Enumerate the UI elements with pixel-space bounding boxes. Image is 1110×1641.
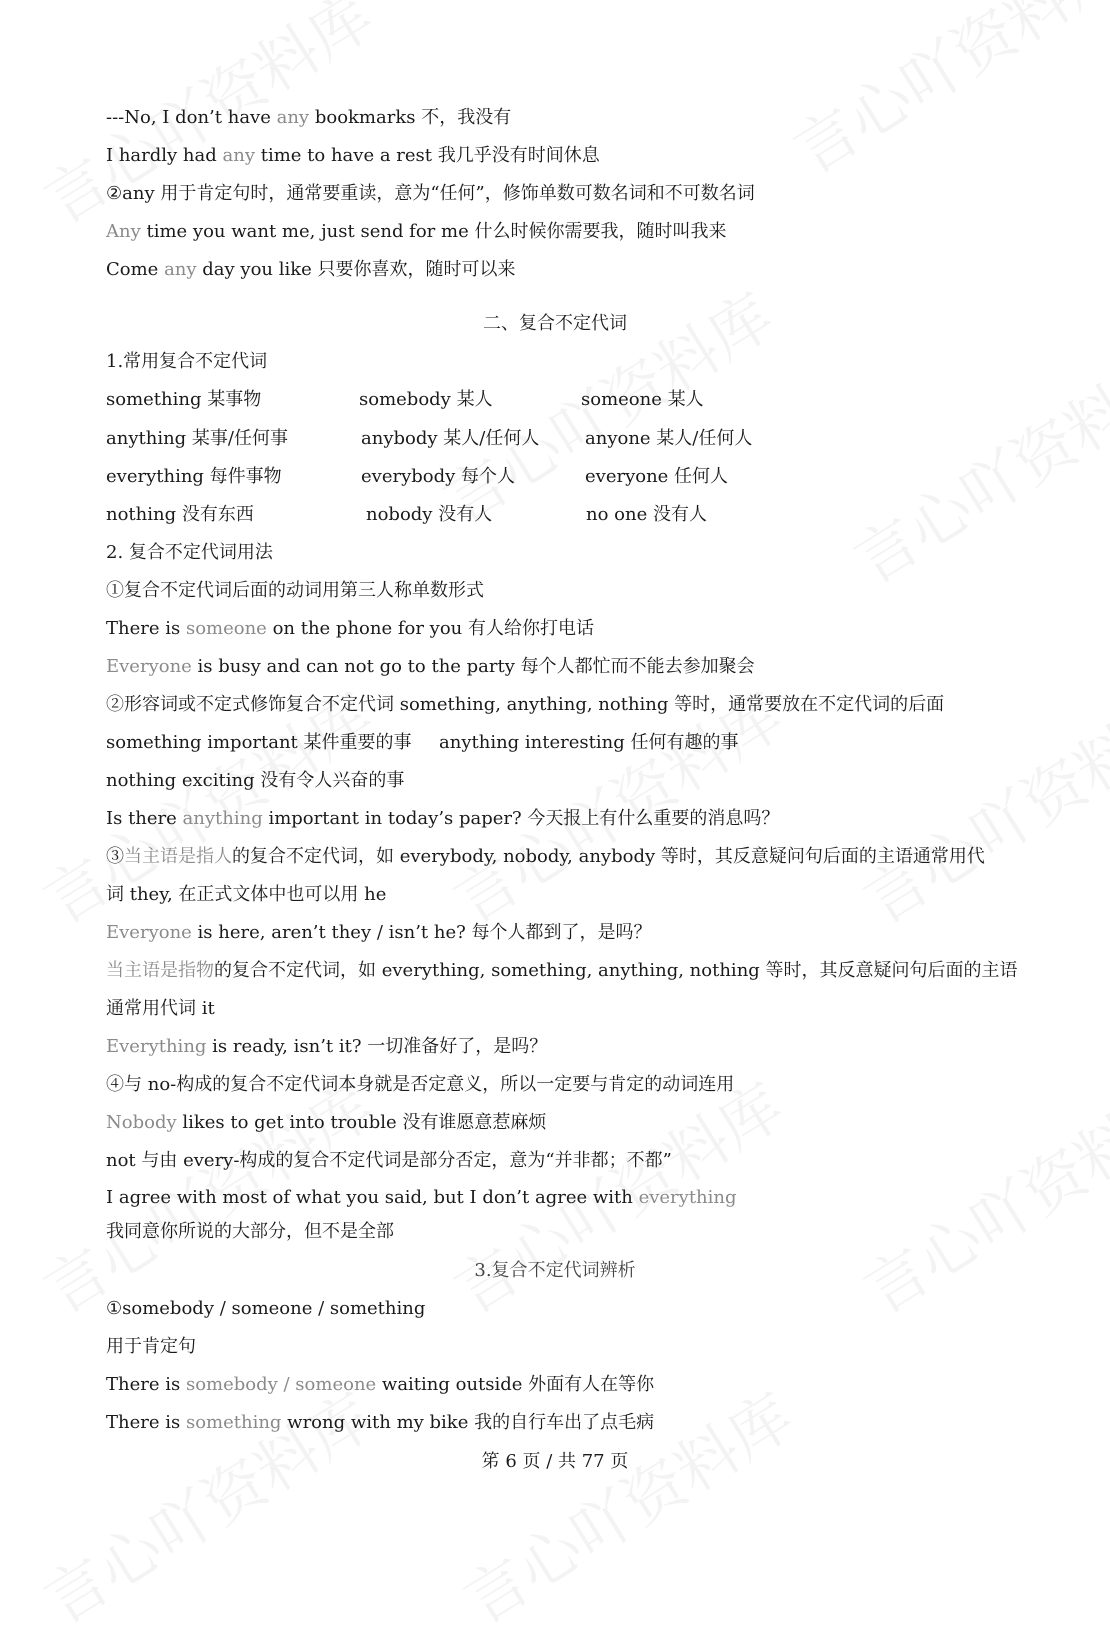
- watermark-text: [845, 1058, 1110, 1331]
- rule-text: not 与由 every-构成的复合不定代词是部分否定，意为“并非都；不都”: [106, 1150, 672, 1171]
- example-phrase: nothing exciting 没有令人兴奋的事: [106, 770, 405, 791]
- table-cell: everybody 每个人: [361, 466, 516, 487]
- table-cell: anything 某事/任何事: [106, 428, 288, 449]
- page-number: 笫 6 页 / 共 77 页: [481, 1451, 629, 1472]
- example-sentence: ---No, I don’t have any bookmarks 不，我没有: [106, 107, 512, 128]
- example-sentence: Nobody likes to get into trouble 没有谁愿意惹麻烦: [106, 1112, 547, 1133]
- watermark-text: [445, 1368, 808, 1641]
- usage-note: 用于肯定句: [106, 1336, 196, 1357]
- example-phrase: something important 某件重要的事: [106, 732, 412, 753]
- table-cell: everyone 任何人: [585, 466, 729, 487]
- table-cell: anyone 某人/任何人: [585, 428, 753, 449]
- subsection-heading: 2. 复合不定代词用法: [106, 542, 273, 563]
- watermark-text: [775, 0, 1110, 191]
- table-cell: everything 每件事物: [106, 466, 282, 487]
- table-cell: no one 没有人: [586, 504, 707, 525]
- rule-text: ④与 no-构成的复合不定代词本身就是否定意义，所以一定要与肯定的动词连用: [106, 1074, 735, 1095]
- example-sentence: Is there anything important in today’s paper? 今天报上有什么重要的消息吗？: [106, 808, 780, 829]
- example-sentence: Come any day you like 只要你喜欢，随时可以来: [106, 259, 516, 280]
- table-cell: anybody 某人/任何人: [361, 428, 540, 449]
- example-sentence: I agree with most of what you said, but I don’t agree with everything: [106, 1187, 737, 1208]
- table-cell: somebody 某人: [359, 389, 493, 410]
- rule-text: 通常用代词 it: [106, 998, 215, 1019]
- rule-text: ②形容词或不定式修饰复合不定代词 something, anything, nothing 等时，通常要放在不定代词的后面: [106, 694, 945, 715]
- example-sentence: There is somebody / someone waiting outside 外面有人在等你: [106, 1374, 655, 1395]
- subsection-heading: 1.常用复合不定代词: [106, 351, 268, 372]
- table-cell: nothing 没有东西: [106, 504, 254, 525]
- example-sentence: Any time you want me, just send for me 什么时候你需要我，随时叫我来: [106, 221, 727, 242]
- rule-text: ②any 用于肯定句时，通常要重读，意为“任何”，修饰单数可数名词和不可数名词: [106, 183, 755, 204]
- table-cell: nobody 没有人: [366, 504, 493, 525]
- example-sentence: There is someone on the phone for you 有人给你打电话: [106, 618, 594, 639]
- table-cell: something 某事物: [106, 389, 262, 410]
- example-sentence: Everyone is busy and can not go to the party 每个人都忙而不能去参加聚会: [106, 656, 755, 677]
- section-heading: 二、复合不定代词: [483, 313, 627, 334]
- example-sentence: Everything is ready, isn’t it? 一切准备好了，是吗？: [106, 1036, 548, 1057]
- subsection-heading: 3.复合不定代词辨析: [474, 1260, 636, 1281]
- watermark-text: [835, 328, 1110, 601]
- sub-heading: ①somebody / someone / something: [106, 1298, 426, 1319]
- example-phrase: anything interesting 任何有趣的事: [439, 732, 739, 753]
- rule-text: 当主语是指物的复合不定代词，如 everything, something, anything, nothing 等时，其反意疑问句后面的主语: [106, 960, 1018, 981]
- example-translation: 我同意你所说的大部分，但不是全部: [106, 1221, 394, 1242]
- example-sentence: Everyone is here, aren’t they / isn’t he? 每个人都到了，是吗？: [106, 922, 652, 943]
- watermark-text: [25, 1368, 388, 1641]
- example-sentence: There is something wrong with my bike 我的自行车出了点毛病: [106, 1412, 655, 1433]
- rule-text: ①复合不定代词后面的动词用第三人称单数形式: [106, 580, 484, 601]
- table-cell: someone 某人: [581, 389, 704, 410]
- rule-text: ③当主语是指人的复合不定代词，如 everybody, nobody, anybody 等时，其反意疑问句后面的主语通常用代: [106, 846, 985, 867]
- rule-text: 词 they, 在正式文体中也可以用 he: [106, 884, 387, 905]
- example-sentence: I hardly had any time to have a rest 我几乎没有时间休息: [106, 145, 600, 166]
